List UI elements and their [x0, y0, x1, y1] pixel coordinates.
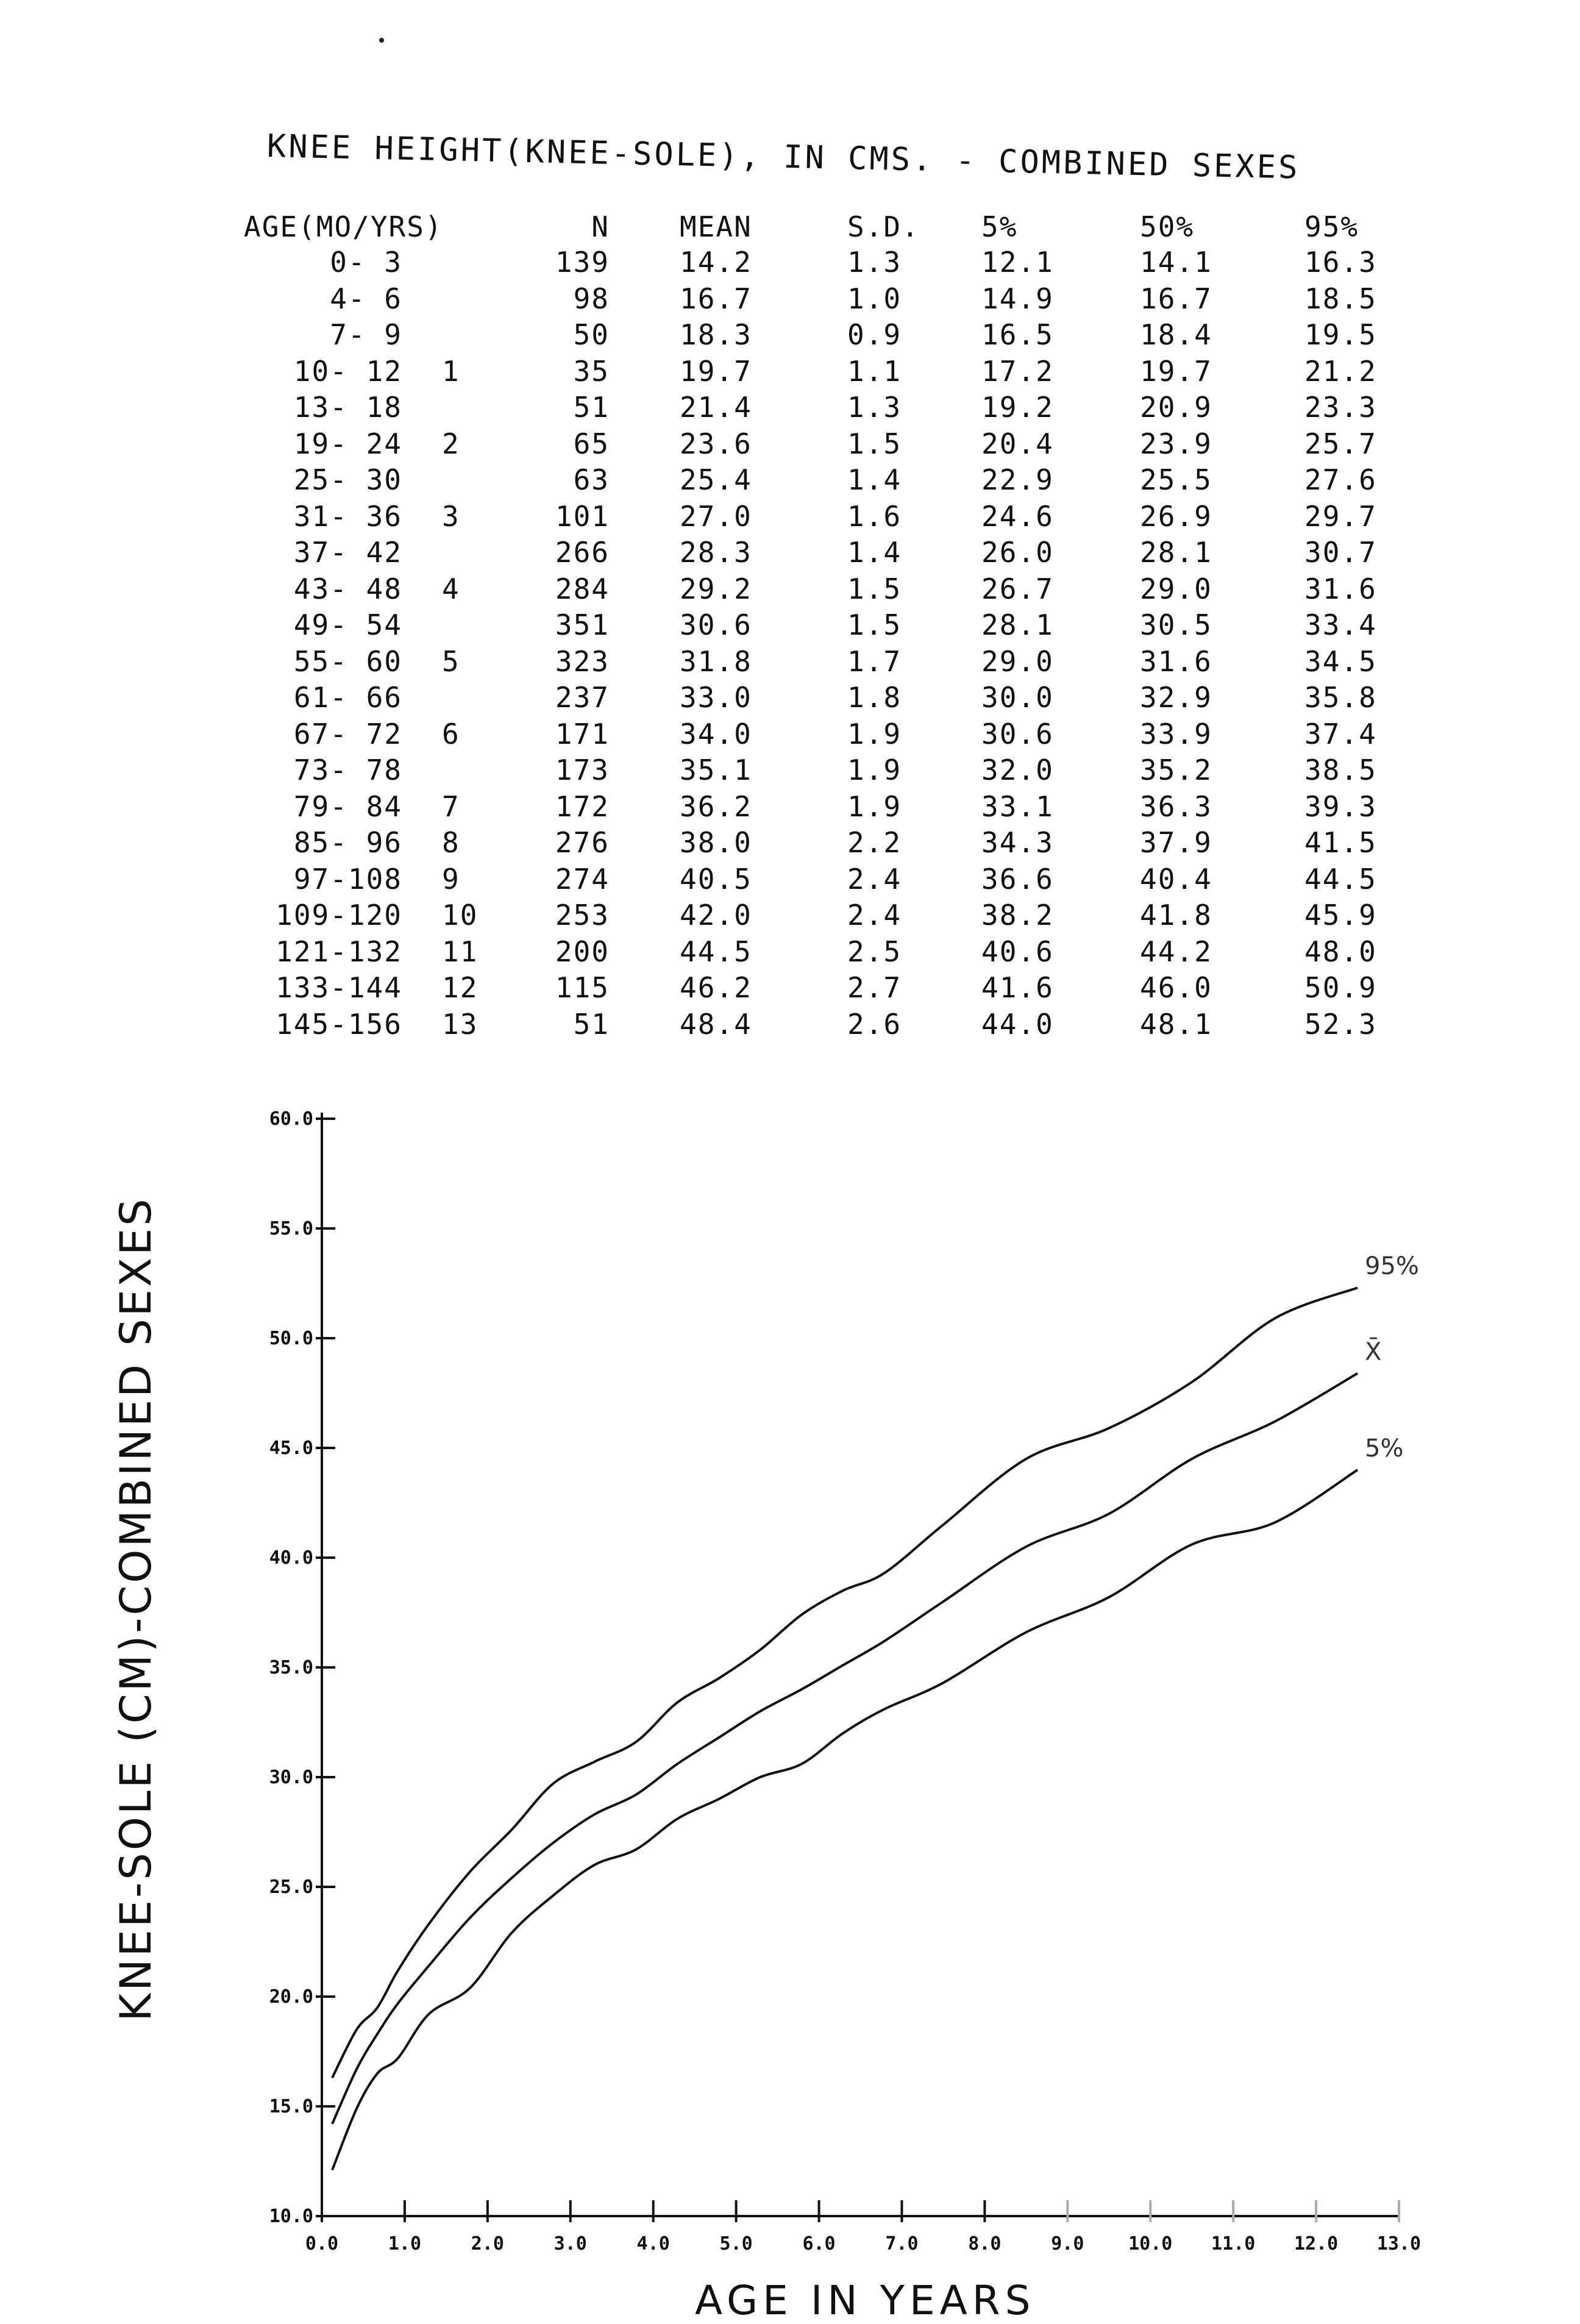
cell-age: 67- 72: [293, 717, 402, 750]
cell-sd: 0.9: [847, 318, 902, 351]
cell-n: 172: [555, 790, 610, 823]
x-tick-label: 2.0: [471, 2233, 504, 2254]
x-tick-label: 9.0: [1051, 2233, 1084, 2254]
cell-mean: 25.4: [680, 463, 752, 496]
cell-p5: 34.3: [981, 826, 1054, 859]
cell-age: 37- 42: [293, 536, 402, 569]
cell-p95: 37.4: [1304, 717, 1377, 750]
cell-mean: 23.6: [680, 427, 752, 460]
cell-p50: 46.0: [1140, 971, 1212, 1004]
y-axis-label: KNEE-SOLE (CM)-COMBINED SEXES: [111, 1196, 161, 2022]
cell-sd: 1.4: [847, 536, 902, 569]
cell-p95: 25.7: [1304, 427, 1377, 460]
cell-p5: 26.7: [981, 572, 1054, 605]
cell-age: 31- 36: [293, 499, 402, 533]
cell-p5: 16.5: [981, 318, 1054, 351]
cell-p95: 27.6: [1304, 463, 1377, 496]
cell-p5: 22.9: [981, 463, 1054, 496]
cell-p50: 29.0: [1140, 572, 1212, 605]
y-tick-label: 10.0: [269, 2206, 313, 2227]
x-tick-label: 10.0: [1128, 2233, 1173, 2254]
y-tick-label: 45.0: [269, 1438, 313, 1459]
cell-mean: 48.4: [680, 1007, 752, 1041]
cell-sd: 1.3: [847, 246, 902, 279]
cell-p5: 12.1: [981, 246, 1054, 279]
cell-p50: 41.8: [1140, 899, 1212, 932]
header-mean: MEAN: [680, 210, 752, 243]
cell-n: 351: [555, 608, 610, 641]
cell-mean: 16.7: [680, 282, 752, 315]
cell-p95: 39.3: [1304, 790, 1377, 823]
cell-p95: 33.4: [1304, 608, 1377, 641]
cell-p5: 17.2: [981, 354, 1054, 388]
cell-age: 0- 3: [330, 246, 402, 279]
cell-mean: 27.0: [680, 499, 752, 533]
x-tick-label: 11.0: [1211, 2233, 1256, 2254]
cell-n: 171: [555, 717, 610, 750]
x-tick-label: 3.0: [553, 2233, 587, 2254]
cell-yr: 10: [442, 899, 479, 932]
cell-p5: 40.6: [981, 935, 1054, 968]
cell-n: 35: [573, 354, 610, 388]
cell-mean: 44.5: [680, 935, 752, 968]
cell-age: 145-156: [276, 1007, 402, 1041]
cell-age: 79- 84: [293, 790, 402, 823]
cell-mean: 29.2: [680, 572, 752, 605]
cell-age: 85- 96: [293, 826, 402, 859]
cell-sd: 1.1: [847, 354, 902, 388]
cell-p95: 35.8: [1304, 681, 1377, 714]
cell-mean: 31.8: [680, 644, 752, 678]
cell-n: 50: [573, 318, 610, 351]
y-tick-label: 35.0: [269, 1657, 313, 1678]
cell-p50: 25.5: [1140, 463, 1212, 496]
y-tick-label: 60.0: [269, 1108, 313, 1130]
cell-p95: 45.9: [1304, 899, 1377, 932]
cell-n: 51: [573, 1007, 610, 1041]
cell-p5: 33.1: [981, 790, 1054, 823]
cell-p5: 38.2: [981, 899, 1054, 932]
cell-mean: 19.7: [680, 354, 752, 388]
x-tick-label: 5.0: [719, 2233, 753, 2254]
cell-n: 63: [573, 463, 610, 496]
cell-sd: 1.7: [847, 644, 902, 678]
cell-p5: 28.1: [981, 608, 1054, 641]
cell-sd: 1.9: [847, 754, 902, 786]
cell-sd: 1.5: [847, 608, 902, 641]
cell-mean: 28.3: [680, 536, 752, 569]
cell-age: 19- 24: [293, 427, 402, 460]
cell-p50: 33.9: [1140, 717, 1212, 750]
series-line-1: [332, 1288, 1358, 2078]
header-p5: 5%: [981, 210, 1018, 243]
x-axis-label: AGE IN YEARS: [695, 2277, 1036, 2324]
y-tick-label: 30.0: [269, 1767, 313, 1788]
cell-yr: 8: [442, 826, 460, 859]
cell-p50: 30.5: [1140, 608, 1212, 641]
cell-p50: 28.1: [1140, 536, 1212, 569]
cell-sd: 2.5: [847, 935, 902, 968]
cell-sd: 1.0: [847, 282, 902, 315]
cell-p50: 14.1: [1140, 246, 1212, 279]
cell-sd: 1.6: [847, 499, 902, 533]
cell-p50: 40.4: [1140, 862, 1212, 896]
cell-age: 73- 78: [293, 754, 402, 786]
cell-p95: 50.9: [1304, 971, 1377, 1004]
cell-n: 65: [573, 427, 610, 460]
cell-yr: 9: [442, 862, 460, 896]
cell-yr: 6: [442, 717, 460, 750]
y-tick-label: 25.0: [269, 1877, 313, 1898]
cell-n: 98: [573, 282, 610, 315]
cell-p5: 29.0: [981, 644, 1054, 678]
cell-p95: 34.5: [1304, 644, 1377, 678]
header-p50: 50%: [1140, 210, 1195, 243]
cell-p95: 16.3: [1304, 246, 1377, 279]
cell-p50: 44.2: [1140, 935, 1212, 968]
x-tick-label: 13.0: [1376, 2233, 1422, 2254]
page-title: KNEE HEIGHT(KNEE-SOLE), IN CMS. - COMBINED SEXES: [266, 128, 1300, 187]
cell-mean: 38.0: [680, 826, 752, 859]
cell-p95: 31.6: [1304, 572, 1377, 605]
cell-p95: 44.5: [1304, 862, 1377, 896]
cell-n: 51: [573, 391, 610, 424]
cell-p50: 37.9: [1140, 826, 1212, 859]
series-line-2: [332, 1374, 1358, 2124]
cell-p50: 16.7: [1140, 282, 1212, 315]
cell-n: 200: [555, 935, 610, 968]
cell-mean: 18.3: [680, 318, 752, 351]
cell-sd: 1.5: [847, 427, 902, 460]
x-tick-label: 7.0: [885, 2233, 919, 2254]
x-tick-label: 6.0: [802, 2233, 836, 2254]
cell-mean: 30.6: [680, 608, 752, 641]
cell-p5: 26.0: [981, 536, 1054, 569]
cell-sd: 1.9: [847, 717, 902, 750]
cell-p95: 19.5: [1304, 318, 1377, 351]
cell-p50: 20.9: [1140, 391, 1212, 424]
y-tick-label: 40.0: [269, 1547, 313, 1569]
cell-sd: 1.8: [847, 681, 902, 714]
cell-yr: 2: [442, 427, 460, 460]
cell-p95: 30.7: [1304, 536, 1377, 569]
cell-yr: 5: [442, 644, 460, 678]
cell-p50: 32.9: [1140, 681, 1212, 714]
header-sd: S.D.: [847, 210, 920, 243]
cell-age: 10- 12: [293, 354, 402, 388]
cell-sd: 2.4: [847, 899, 902, 932]
cell-yr: 12: [442, 971, 479, 1004]
cell-yr: 4: [442, 572, 460, 605]
cell-age: 61- 66: [293, 681, 402, 714]
y-tick-label: 55.0: [269, 1218, 313, 1239]
cell-p5: 19.2: [981, 391, 1054, 424]
cell-mean: 14.2: [680, 246, 752, 279]
cell-p95: 41.5: [1304, 826, 1377, 859]
cell-yr: 3: [442, 499, 460, 533]
cell-sd: 2.6: [847, 1007, 902, 1041]
series-line-3: [332, 1470, 1358, 2170]
cell-p50: 18.4: [1140, 318, 1212, 351]
cell-p50: 26.9: [1140, 499, 1212, 533]
cell-sd: 1.4: [847, 463, 902, 496]
cell-p50: 48.1: [1140, 1007, 1212, 1041]
cell-yr: 13: [442, 1007, 479, 1041]
cell-mean: 33.0: [680, 681, 752, 714]
cell-sd: 1.9: [847, 790, 902, 823]
cell-age: 13- 18: [293, 391, 402, 424]
cell-yr: 11: [442, 935, 479, 968]
cell-n: 274: [555, 862, 610, 896]
cell-age: 43- 48: [293, 572, 402, 605]
cell-mean: 34.0: [680, 717, 752, 750]
cell-p95: 48.0: [1304, 935, 1377, 968]
cell-p5: 41.6: [981, 971, 1054, 1004]
cell-p5: 32.0: [981, 754, 1054, 786]
header-p95: 95%: [1304, 210, 1359, 243]
cell-n: 139: [555, 246, 610, 279]
header-n: N: [591, 210, 610, 243]
cell-p95: 52.3: [1304, 1007, 1377, 1041]
x-tick-label: 0.0: [305, 2233, 339, 2254]
cell-yr: 7: [442, 790, 460, 823]
cell-age: 121-132: [276, 935, 402, 968]
cell-p95: 38.5: [1304, 754, 1377, 786]
cell-n: 284: [555, 572, 610, 605]
x-tick-label: 8.0: [968, 2233, 1002, 2254]
cell-age: 133-144: [276, 971, 402, 1004]
cell-sd: 2.4: [847, 862, 902, 896]
cell-mean: 36.2: [680, 790, 752, 823]
cell-yr: 1: [442, 354, 460, 388]
cell-p50: 23.9: [1140, 427, 1212, 460]
cell-age: 97-108: [293, 862, 402, 896]
cell-p50: 36.3: [1140, 790, 1212, 823]
cell-p95: 23.3: [1304, 391, 1377, 424]
y-tick-label: 50.0: [269, 1328, 313, 1349]
cell-n: 237: [555, 681, 610, 714]
cell-sd: 1.3: [847, 391, 902, 424]
cell-mean: 21.4: [680, 391, 752, 424]
y-tick-label: 20.0: [269, 1986, 313, 2008]
cell-p5: 20.4: [981, 427, 1054, 460]
cell-n: 173: [555, 754, 610, 786]
header-age: AGE(MO/YRS): [244, 210, 443, 243]
cell-n: 115: [555, 971, 610, 1004]
cell-age: 25- 30: [293, 463, 402, 496]
series-label: X̄: [1365, 1338, 1382, 1366]
series-label: 95%: [1365, 1252, 1419, 1281]
cell-age: 55- 60: [293, 644, 402, 678]
series-label: 5%: [1365, 1435, 1404, 1463]
cell-p5: 30.0: [981, 681, 1054, 714]
cell-p5: 44.0: [981, 1007, 1054, 1041]
cell-n: 323: [555, 644, 610, 678]
cell-p5: 30.6: [981, 717, 1054, 750]
cell-p50: 35.2: [1140, 754, 1212, 786]
cell-sd: 1.5: [847, 572, 902, 605]
cell-p5: 36.6: [981, 862, 1054, 896]
cell-age: 109-120: [276, 899, 402, 932]
cell-p50: 19.7: [1140, 354, 1212, 388]
cell-mean: 42.0: [680, 899, 752, 932]
cell-n: 276: [555, 826, 610, 859]
cell-p50: 31.6: [1140, 644, 1212, 678]
cell-age: 7- 9: [330, 318, 402, 351]
x-tick-label: 4.0: [636, 2233, 670, 2254]
cell-mean: 46.2: [680, 971, 752, 1004]
cell-p5: 24.6: [981, 499, 1054, 533]
cell-sd: 2.2: [847, 826, 902, 859]
cell-mean: 40.5: [680, 862, 752, 896]
cell-p95: 29.7: [1304, 499, 1377, 533]
x-tick-label: 12.0: [1294, 2233, 1339, 2254]
cell-age: 4- 6: [330, 282, 402, 315]
cell-n: 101: [555, 499, 610, 533]
x-tick-label: 1.0: [388, 2233, 422, 2254]
cell-p95: 18.5: [1304, 282, 1377, 315]
cell-n: 253: [555, 899, 610, 932]
cell-n: 266: [555, 536, 610, 569]
cell-p95: 21.2: [1304, 354, 1377, 388]
cell-age: 49- 54: [293, 608, 402, 641]
cell-p5: 14.9: [981, 282, 1054, 315]
y-tick-label: 15.0: [269, 2096, 313, 2117]
cell-sd: 2.7: [847, 971, 902, 1004]
cell-mean: 35.1: [680, 754, 752, 786]
